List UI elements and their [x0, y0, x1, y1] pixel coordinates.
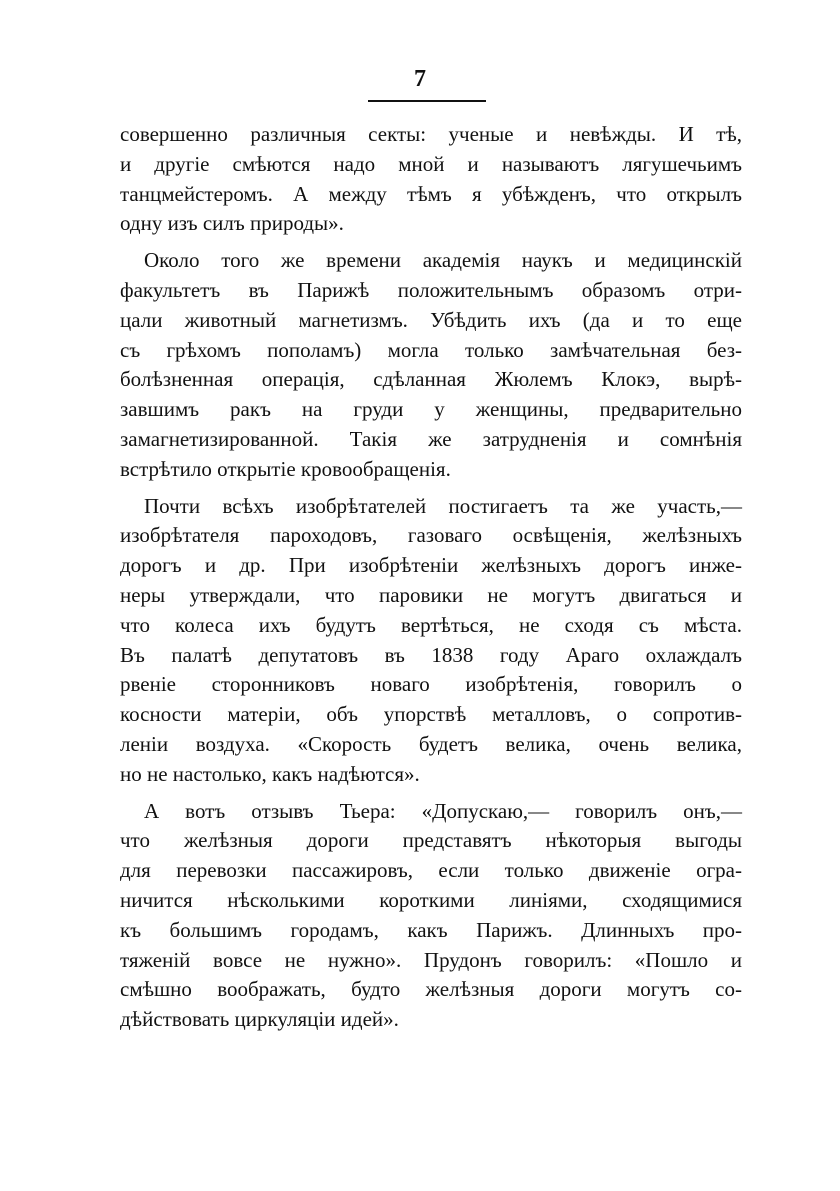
text-line: болѣзненная операція, сдѣланная Жюлемъ Клокэ, вырѣ-: [120, 367, 742, 392]
text-line: смѣшно воображать, будто желѣзныя дороги могутъ со-: [120, 977, 742, 1002]
text-line: леніи воздуха. «Скорость будетъ велика, очень велика,: [120, 731, 742, 756]
text-line: съ грѣхомъ пополамъ) могла только замѣчательная без-: [120, 337, 742, 362]
text-line: факультетъ въ Парижѣ положительнымъ образомъ отри-: [120, 277, 742, 302]
text-line: А вотъ отзывъ Тьера: «Допускаю,— говорилъ онъ,—: [144, 798, 742, 823]
paragraph: [120, 492, 742, 790]
text-line: косности матеріи, объ упорствѣ металловъ, о сопротив-: [120, 702, 742, 727]
text-line: для перевозки пассажировъ, если только движеніе огра-: [120, 858, 742, 883]
text-line: замагнетизированной. Такія же затрудненія и сомнѣнія: [120, 426, 742, 451]
header-rule: [368, 100, 486, 102]
text-line: что колеса ихъ будутъ вертѣться, не сходя съ мѣста.: [120, 612, 742, 637]
text-line: совершенно различныя секты: ученые и невѣжды. И тѣ,: [120, 122, 742, 146]
paragraph: [120, 246, 742, 484]
text-line: дѣйствовать циркуляціи идей».: [120, 1007, 399, 1032]
paragraph: [120, 797, 742, 1035]
text-line: рвеніе сторонниковъ новаго изобрѣтенія, говорилъ о: [120, 672, 742, 697]
text-line: неры утверждали, что паровики не могутъ двигаться и: [120, 582, 742, 607]
text-line: Въ палатѣ депутатовъ въ 1838 году Араго охлаждалъ: [120, 642, 742, 667]
text-line: тяженій вовсе не нужно». Прудонъ говорилъ: «Пошло и: [120, 947, 742, 972]
text-line: ничится нѣсколькими короткими линіями, сходящимися: [120, 887, 742, 912]
text-line: что желѣзныя дороги представятъ нѣкоторыя выгоды: [120, 828, 742, 853]
text-line: завшимъ ракъ на груди у женщины, предварительно: [120, 397, 742, 422]
text-line: цали животный магнетизмъ. Убѣдить ихъ (да и то еще: [120, 307, 742, 332]
text-line: изобрѣтателя пароходовъ, газоваго освѣщенія, желѣзныхъ: [120, 523, 742, 548]
text-line: но не настолько, какъ надѣются».: [120, 761, 420, 786]
text-line: дорогъ и др. При изобрѣтеніи желѣзныхъ дорогъ инже-: [120, 553, 742, 578]
text-line: встрѣтило открытіе кровообращенія.: [120, 456, 451, 481]
paragraph: [120, 120, 742, 239]
text-line: и другіе смѣются надо мной и называютъ лягушечьимъ: [120, 151, 742, 176]
text-line: Около того же времени академія наукъ и медицинскій: [144, 248, 742, 273]
text-line: Почти всѣхъ изобрѣтателей постигаетъ та же участь,—: [144, 493, 742, 518]
text-line: танцмейстеромъ. А между тѣмъ я убѣжденъ, что открылъ: [120, 181, 742, 206]
body-text: [120, 120, 742, 1042]
text-line: къ большимъ городамъ, какъ Парижъ. Длинныхъ про-: [120, 917, 742, 942]
page-number: 7: [414, 66, 426, 92]
text-line: одну изъ силъ природы».: [120, 211, 344, 236]
